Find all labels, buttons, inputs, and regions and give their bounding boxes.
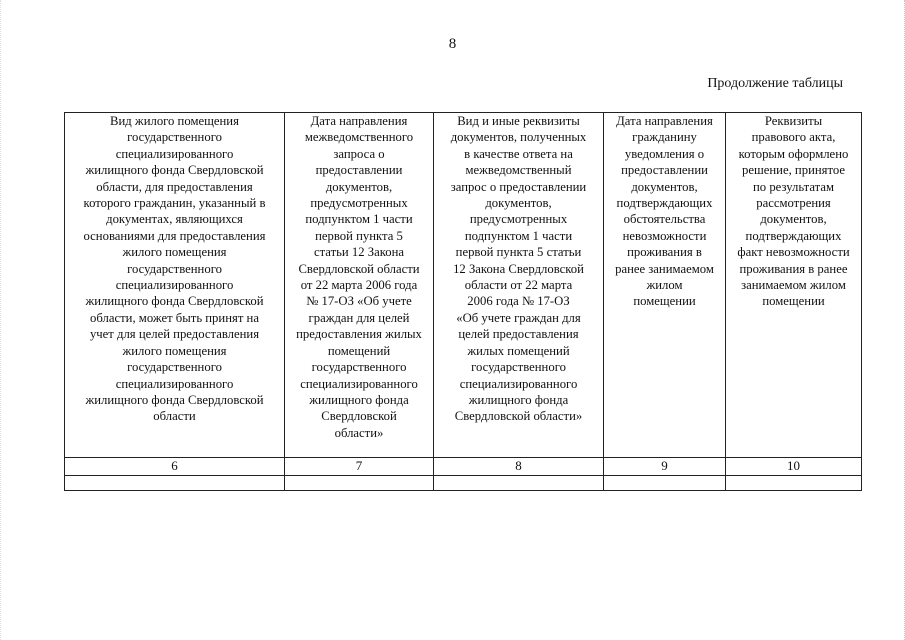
header-line: жилищного фонда: [468, 392, 569, 407]
empty-cell: [65, 476, 285, 491]
empty-data-row: [65, 476, 862, 491]
header-line: документов,: [325, 179, 393, 194]
header-line: которым оформлено: [738, 146, 849, 161]
header-line: гражданину: [632, 130, 697, 145]
empty-cell: [285, 476, 434, 491]
header-line: № 17-ОЗ «Об учете: [306, 294, 412, 309]
header-line: жилого помещения: [122, 245, 227, 260]
header-line: которого гражданин, указанный в: [83, 196, 266, 211]
header-line: жилых помещений: [467, 343, 570, 358]
header-line: государственного: [127, 130, 222, 145]
header-line: области, может быть принят на: [90, 310, 259, 325]
document-table: [64, 112, 862, 491]
header-line: Свердловской: [321, 409, 397, 424]
header-cell-housing-type: [65, 113, 285, 458]
empty-cell: [604, 476, 726, 491]
header-line: Свердловской области»: [454, 409, 583, 424]
header-line: первой пункта 5: [315, 228, 403, 243]
header-line: жилого помещения: [122, 343, 227, 358]
header-line: правового акта,: [751, 130, 836, 145]
header-line: предоставления жилых: [296, 327, 422, 342]
header-line: документов,: [760, 212, 827, 227]
header-line: занимаемом жилом: [741, 278, 846, 293]
header-line: жилом: [646, 278, 683, 293]
header-line: первой пункта 5 статьи: [455, 245, 582, 260]
header-line: предусмотренных: [310, 196, 408, 211]
column-number-row: [65, 458, 862, 476]
header-line: области»: [334, 425, 384, 440]
table-continuation-label: Продолжение таблицы: [707, 76, 843, 91]
header-line: проживания в: [627, 245, 702, 260]
header-line: подпунктом 1 части: [464, 228, 573, 243]
header-line: Вид жилого помещения: [110, 114, 239, 128]
header-line: подтверждающих: [745, 228, 842, 243]
header-line: области от 22 марта: [464, 278, 573, 293]
column-number-cell: 8: [434, 458, 604, 476]
header-line: документов,: [485, 196, 552, 211]
header-line: области: [153, 409, 196, 424]
header-line: специализированного: [115, 376, 234, 391]
column-number-cell: 6: [65, 458, 285, 476]
header-cell-response-documents: [434, 113, 604, 458]
header-line: факт невозможности: [737, 245, 850, 260]
header-line: ранее занимаемом: [615, 261, 714, 276]
header-line: государственного: [471, 360, 566, 375]
column-number-cell: 7: [285, 458, 434, 476]
header-line: Свердловской области: [298, 261, 420, 276]
header-line: предусмотренных: [469, 212, 568, 227]
header-line: статьи 12 Закона: [313, 245, 405, 260]
header-line: запроса о: [333, 146, 385, 161]
header-line: в качестве ответа на: [464, 146, 573, 161]
header-line: помещений: [327, 343, 391, 358]
header-line: обстоятельства: [623, 212, 706, 227]
header-line: помещении: [762, 294, 825, 309]
header-line: «Об учете граждан для: [456, 310, 581, 325]
header-line: решение, принятое: [742, 163, 845, 178]
header-line: уведомления о: [624, 146, 705, 161]
header-line: предоставлении: [315, 163, 403, 178]
column-number-cell: 10: [726, 458, 862, 476]
header-line: жилищного фонда: [309, 392, 409, 407]
empty-cell: [434, 476, 604, 491]
header-line: помещении: [633, 294, 696, 309]
header-line: 2006 года № 17-ОЗ: [467, 294, 570, 309]
header-line: жилищного фонда Свердловской: [85, 392, 264, 407]
header-line: проживания в ранее: [739, 261, 848, 276]
header-line: государственного: [311, 360, 407, 375]
header-line: подпунктом 1 части: [305, 212, 413, 227]
header-line: специализированного: [459, 376, 578, 391]
header-line: межведомственный: [465, 163, 572, 178]
header-line: Дата направления: [616, 114, 713, 128]
header-line: Вид и иные реквизиты: [457, 114, 580, 128]
header-line: государственного: [127, 261, 222, 276]
header-line: специализированного: [300, 376, 418, 391]
header-line: государственного: [127, 360, 222, 375]
header-line: документах, являющихся: [106, 212, 243, 227]
header-line: Дата направления: [310, 114, 408, 128]
header-line: граждан для целей: [308, 310, 410, 325]
scan-edge-left: [0, 0, 3, 640]
header-line: невозможности: [622, 228, 707, 243]
header-line: специализированного: [115, 278, 234, 293]
header-line: 12 Закона Свердловской: [453, 261, 584, 276]
header-line: по результатам: [753, 179, 834, 194]
header-cell-notification-date: [604, 113, 726, 458]
header-line: жилищного фонда Свердловской: [85, 294, 264, 309]
header-line: учет для целей предоставления: [89, 327, 260, 342]
header-line: предоставлении: [621, 163, 708, 178]
header-line: жилищного фонда Свердловской: [85, 163, 264, 178]
header-line: целей предоставления: [458, 327, 579, 342]
header-line: запрос о предоставлении: [450, 179, 587, 194]
header-cell-request-date: [285, 113, 434, 458]
header-cell-legal-act: [726, 113, 862, 458]
table-header-row: [65, 113, 862, 458]
header-line: области, для предоставления: [96, 179, 253, 194]
page-number: 8: [448, 36, 457, 52]
header-line: межведомственного: [304, 130, 414, 145]
header-line: документов,: [631, 179, 698, 194]
header-line: рассмотрения: [756, 196, 831, 211]
header-line: Реквизиты: [764, 114, 823, 128]
column-number-cell: 9: [604, 458, 726, 476]
header-line: основаниями для предоставления: [83, 228, 266, 243]
empty-cell: [726, 476, 862, 491]
header-line: специализированного: [115, 146, 234, 161]
header-line: от 22 марта 2006 года: [300, 278, 418, 293]
header-line: документов, полученных: [450, 130, 587, 145]
header-line: подтверждающих: [616, 196, 713, 211]
